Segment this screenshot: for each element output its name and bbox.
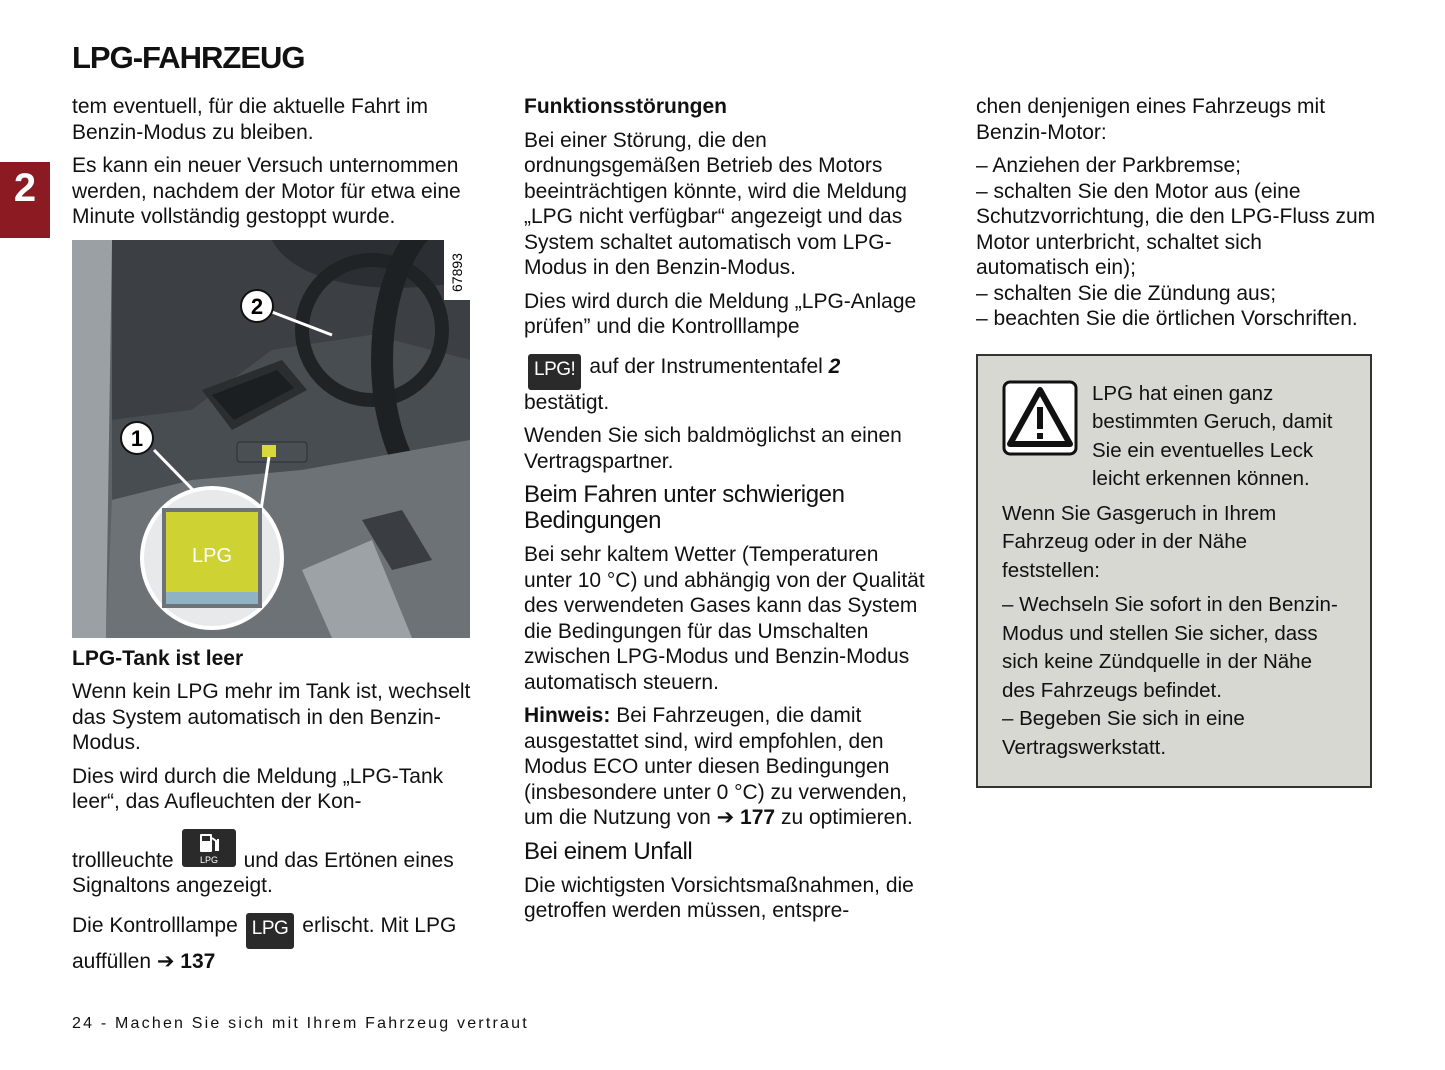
warning-box	[976, 354, 1372, 789]
lpg-fault-lamp-icon: LPG!	[528, 354, 581, 390]
list-item: – Anziehen der Parkbremse;	[976, 154, 1241, 177]
paragraph: Es kann ein neuer Versuch unternommen werden, nachdem der Motor für etwa eine Minute vollständig gestoppt wurde.	[72, 154, 461, 228]
callout-2: 2	[250, 293, 264, 319]
lpg-button-label: LPG	[191, 544, 233, 567]
paragraph: chen denjenigen eines Fahrzeugs mit Benzin-Motor:	[976, 95, 1326, 144]
warning-item: – Wechseln Sie sofort in den Benzin-Modus und stellen Sie sicher, dass sich keine Zündquelle in der Nähe des Fahrzeugs befindet.	[1002, 593, 1338, 702]
page-title: LPG-FAHRZEUG	[72, 40, 305, 75]
column-2	[524, 94, 929, 932]
dashboard-illustration	[72, 240, 470, 638]
paragraph: LPG! auf der Instrumententafel 2 bestätigt.	[524, 354, 841, 414]
list-item: – schalten Sie den Motor aus (eine Schutzvorrichtung, die den LPG-Fluss zum Motor unterbricht, schaltet sich automatisch ein);	[976, 179, 1376, 279]
paragraph: Wenn kein LPG mehr im Tank ist, wechselt das System automatisch in den Benzin-Modus.	[72, 680, 471, 754]
warning-intro: LPG hat einen ganz bestimmten Geruch, damit Sie ein eventuelles Leck leicht erkennen können.	[1092, 381, 1333, 490]
chapter-tab: 2	[0, 162, 50, 238]
paragraph: Dies wird durch die Meldung „LPG-Tank leer“, das Aufleuchten der Kon-	[72, 764, 444, 813]
paragraph: Bei sehr kaltem Wetter (Temperaturen unter 10 °C) und abhängig von der Qualität des verwendeten Gases kann das System die Bedingungen für das Umschalten zwischen LPG-Modus und Benzin-Modus automatisch steuern.	[524, 543, 925, 694]
page-footer: 24 - Machen Sie sich mit Ihrem Fahrzeug vertraut	[72, 1015, 529, 1032]
page-reference[interactable]: 177	[740, 806, 776, 829]
paragraph: trollleuchte LPG und das Ertönen eines Signaltons angezeigt.	[72, 829, 472, 899]
section-heading: Beim Fahren unter schwierigen Bedingungen	[524, 481, 845, 534]
paragraph: Wenden Sie sich baldmöglichst an einen Vertragspartner.	[524, 424, 902, 473]
paragraph: Die wichtigsten Vorsichtsmaßnahmen, die getroffen werden müssen, entspre-	[524, 873, 914, 922]
paragraph: Die Kontrolllampe LPG erlischt. Mit LPG auffüllen ➔ 137	[72, 913, 457, 973]
fuel-pump-lpg-icon	[182, 829, 236, 867]
figure-code: 67893	[449, 252, 465, 292]
svg-text:LPG: LPG	[199, 854, 218, 865]
callout-1: 1	[130, 425, 144, 451]
arrow-icon: ➔	[710, 806, 741, 829]
paragraph: tem eventuell, für die aktuelle Fahrt im Benzin-Modus zu bleiben.	[72, 95, 428, 144]
page-reference[interactable]: 137	[180, 949, 216, 973]
list-item: – beachten Sie die örtlichen Vorschriften.	[976, 307, 1358, 330]
lpg-lamp-icon: LPG	[246, 913, 295, 949]
column-3	[976, 94, 1376, 788]
note-paragraph: Hinweis: Bei Fahrzeugen, die damit ausgestattet sind, wird empfohlen, den Modus ECO unter diesen Bedingungen (insbesondere unter 0 °C) zu verwenden, um die Nutzung von ➔ 177 zu optimieren.	[524, 704, 913, 829]
column-1	[72, 94, 472, 982]
list-item: – schalten Sie die Zündung aus;	[976, 281, 1277, 305]
section-heading: Funktionsstörungen	[524, 95, 727, 118]
arrow-icon: ➔	[151, 949, 181, 973]
section-heading: Bei einem Unfall	[524, 837, 693, 865]
section-heading: LPG-Tank ist leer	[72, 646, 244, 670]
precaution-list	[976, 153, 1376, 332]
paragraph: Dies wird durch die Meldung „LPG-Anlage prüfen” und die Kontrolllampe	[524, 289, 917, 338]
warning-paragraph: Wenn Sie Gasgeruch in Ihrem Fahrzeug oder in der Nähe feststellen:	[1002, 501, 1277, 582]
warning-triangle-icon	[1002, 380, 1078, 456]
warning-item: – Begeben Sie sich in eine Vertragswerkstatt.	[1002, 707, 1245, 759]
note-label: Hinweis:	[524, 704, 611, 727]
paragraph: Bei einer Störung, die den ordnungsgemäßen Betrieb des Motors beeinträchtigen könnte, wird die Meldung „LPG nicht verfügbar“ angezeigt und das System schaltet automatisch vom LPG-Modus in den Benzin-Modus.	[524, 128, 907, 279]
